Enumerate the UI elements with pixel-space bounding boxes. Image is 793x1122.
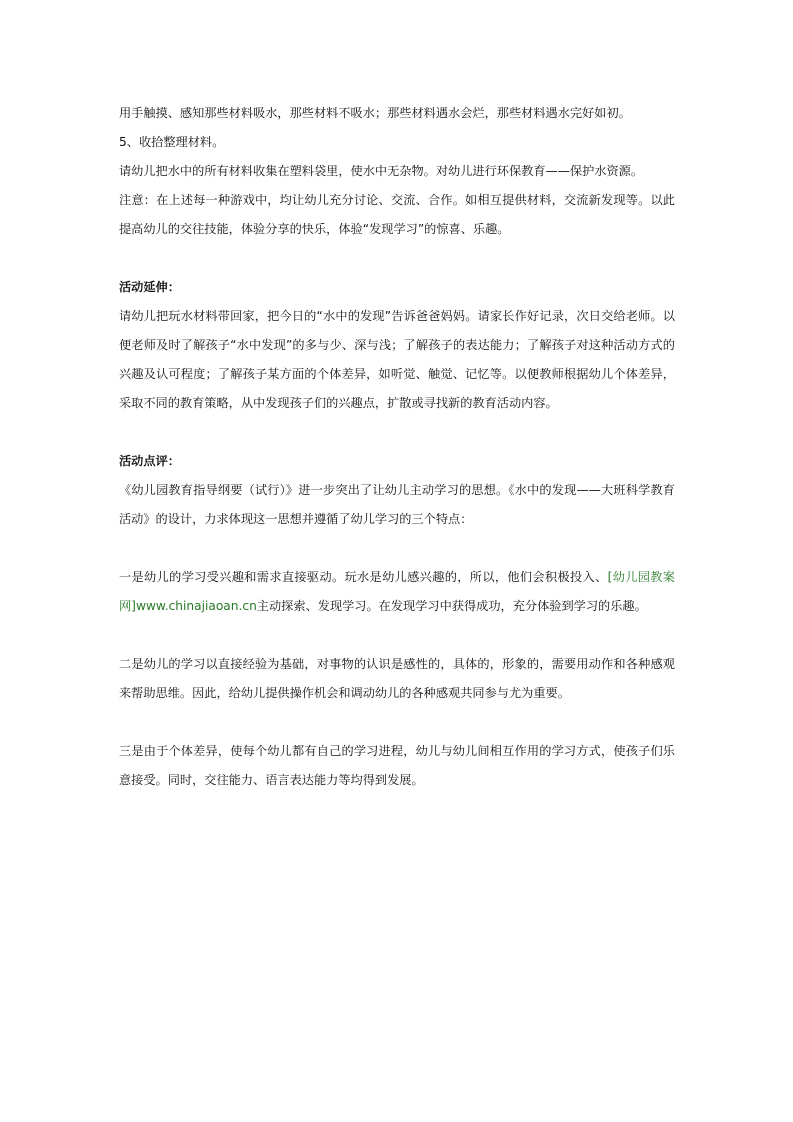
step-5-title: 5、收拾整理材料。 [119,135,225,149]
heading-activity-comment: 活动点评： [119,454,180,468]
spacer [119,534,675,563]
spacer [119,418,675,447]
paragraph-note: 注意：在上述每一种游戏中，均让幼儿充分讨论、交流、合作。如相互提供材料，交流新发现等。以此提高幼儿的交往技能，体验分享的快乐，体验“发现学习”的惊喜、乐趣。 [119,193,675,236]
paragraph-point-three: 三是由于个体差异，使每个幼儿都有自己的学习进程，幼儿与幼儿间相互作用的学习方式，使孩子们乐意接受。同时，交往能力、语言表达能力等均得到发展。 [119,744,675,787]
paragraph-touch-materials: 用手触摸、感知那些材料吸水，那些材料不吸水；那些材料遇水会烂，那些材料遇水完好如初。 [119,106,631,120]
document-body [119,99,675,795]
point-one-text-after: 主动探索、发现学习。在发现学习中获得成功，充分体验到学习的乐趣。 [256,599,647,613]
spacer [119,621,675,650]
site-link[interactable]: [幼儿园教案网]www.chinajiaoan.cn [119,570,675,613]
spacer [119,244,675,273]
paragraph-collect-materials: 请幼儿把水中的所有材料收集在塑料袋里，使水中无杂物。对幼儿进行环保教育——保护水资源。 [119,164,644,178]
paragraph-point-one [119,563,675,621]
spacer [119,708,675,737]
paragraph-comment-intro: 《幼儿园教育指导纲要（试行）》进一步突出了让幼儿主动学习的思想。《水中的发现——大班科学教育活动》的设计，力求体现这一思想并遵循了幼儿学习的三个特点： [119,483,675,526]
paragraph-point-two: 二是幼儿的学习以直接经验为基础，对事物的认识是感性的，具体的，形象的，需要用动作和各种感观来帮助思维。因此，给幼儿提供操作机会和调动幼儿的各种感观共同参与尤为重要。 [119,657,675,700]
paragraph-extension: 请幼儿把玩水材料带回家，把今日的“水中的发现”告诉爸爸妈妈。请家长作好记录，次日交给老师。以便老师及时了解孩子“水中发现”的多与少、深与浅；了解孩子的表达能力；了解孩子对这种活动方式的兴趣及认可程度；了解孩子某方面的个体差异，如听觉、触觉、记忆等。以便教师根据幼儿个体差异，采取不同的教育策略，从中发现孩子们的兴趣点，扩散或寻找新的教育活动内容。 [119,309,675,410]
point-one-text-before: 一是幼儿的学习受兴趣和需求直接驱动。玩水是幼儿感兴趣的，所以，他们会积极投入、 [119,570,608,584]
heading-activity-extension: 活动延伸： [119,280,180,294]
